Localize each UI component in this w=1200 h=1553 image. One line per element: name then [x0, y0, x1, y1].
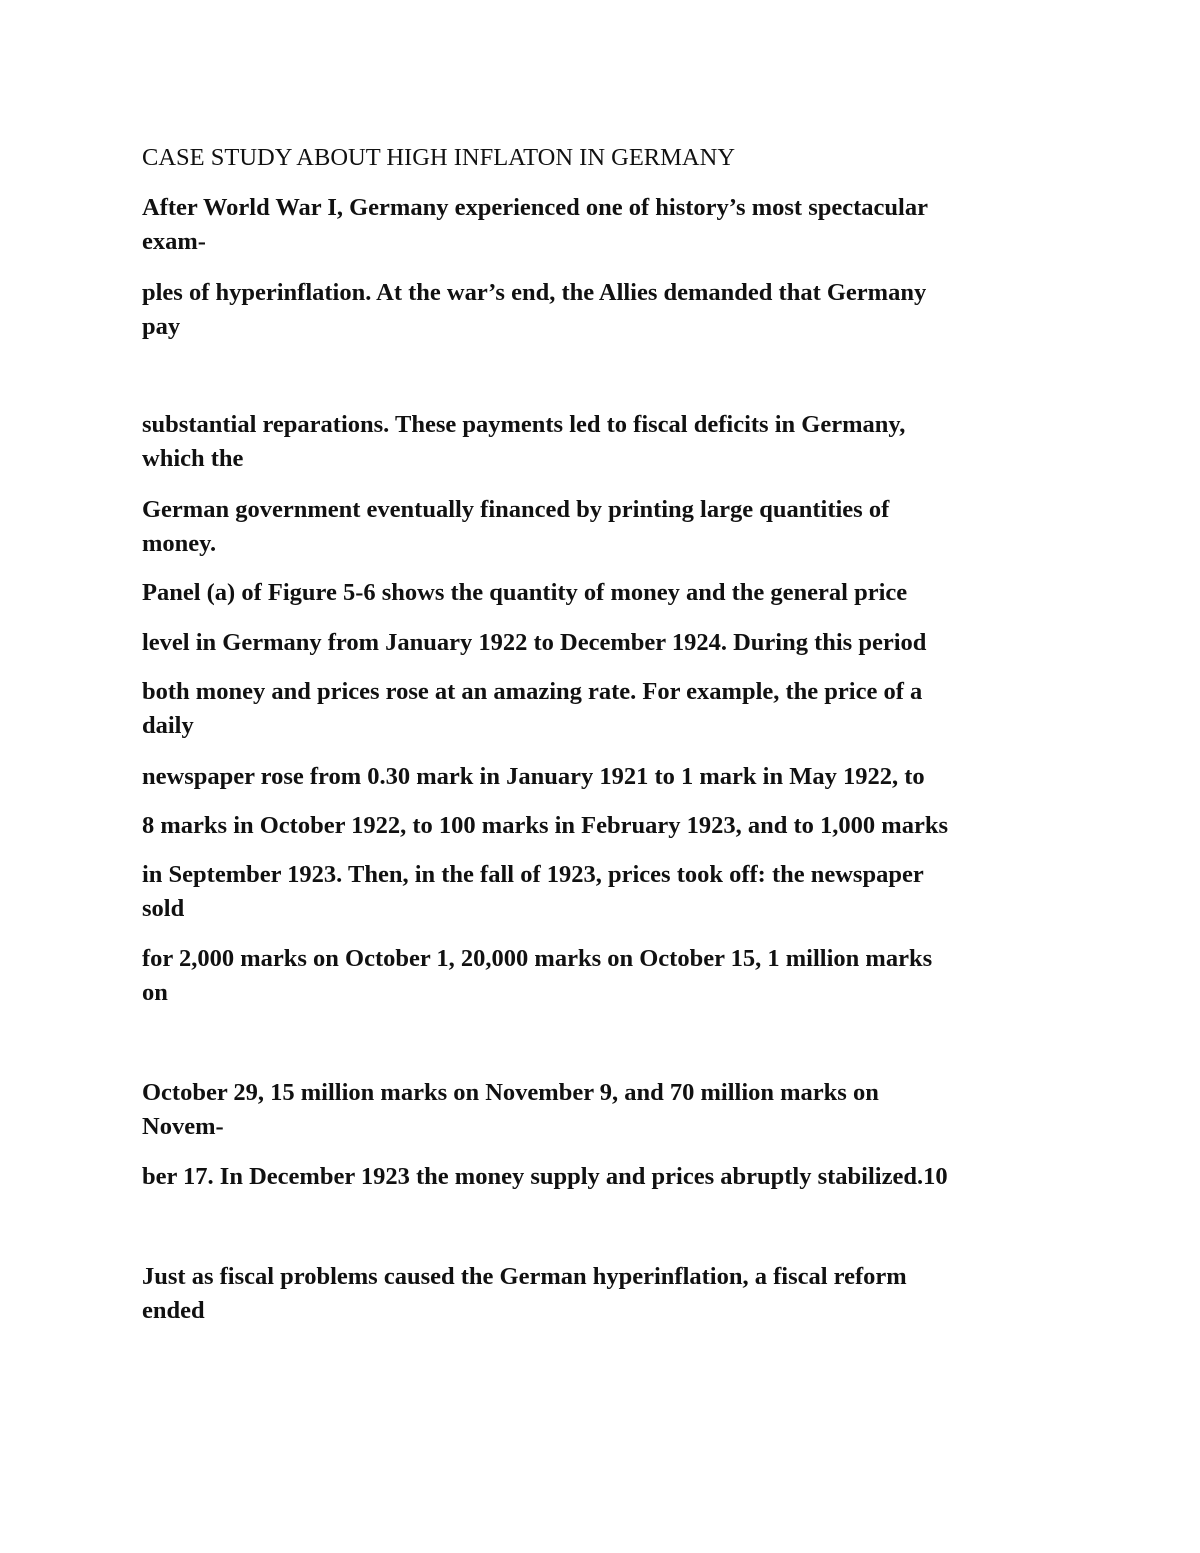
paragraph-line: Novem-	[142, 1113, 224, 1140]
paragraph-4	[142, 493, 1062, 561]
paragraph-line: money.	[142, 530, 217, 557]
paragraph-line: October 29, 15 million marks on November 9, and 70 million marks on	[142, 1079, 879, 1106]
paragraph-line: newspaper rose from 0.30 mark in January 1921 to 1 mark in May 1922, to	[142, 763, 925, 790]
document-title: CASE STUDY ABOUT HIGH INFLATON IN GERMANY	[142, 144, 736, 171]
paragraph-line: daily	[142, 712, 194, 739]
paragraph-line: both money and prices rose at an amazing rate. For example, the price of a	[142, 678, 923, 705]
paragraph-12	[142, 1076, 1062, 1144]
paragraph-1	[142, 191, 1062, 259]
paragraph-line: pay	[142, 313, 181, 340]
paragraph-2	[142, 276, 1062, 344]
paragraph-line: 8 marks in October 1922, to 100 marks in February 1923, and to 1,000 marks	[142, 812, 948, 839]
paragraph-line: level in Germany from January 1922 to December 1924. During this period	[142, 629, 927, 656]
paragraph-6	[142, 626, 1062, 660]
paragraph-line: exam-	[142, 228, 206, 255]
paragraph-line: ples of hyperinflation. At the war’s end, the Allies demanded that Germany	[142, 279, 927, 306]
paragraph-line: on	[142, 979, 168, 1006]
paragraph-8	[142, 760, 1062, 794]
paragraph-line: which the	[142, 445, 244, 472]
paragraph-5	[142, 576, 1062, 610]
paragraph-line: substantial reparations. These payments led to fiscal deficits in Germany,	[142, 411, 906, 438]
paragraph-line: ended	[142, 1297, 205, 1324]
paragraph-line: Just as fiscal problems caused the German hyperinflation, a fiscal reform	[142, 1263, 907, 1290]
paragraph-line: After World War I, Germany experienced one of history’s most spectacular	[142, 194, 928, 221]
paragraph-9	[142, 809, 1062, 843]
paragraph-14	[142, 1260, 1062, 1328]
paragraph-line: in September 1923. Then, in the fall of 1923, prices took off: the newspaper	[142, 861, 924, 888]
paragraph-10	[142, 858, 1062, 926]
paragraph-line: Panel (a) of Figure 5-6 shows the quantity of money and the general price	[142, 579, 908, 606]
paragraph-line: German government eventually financed by printing large quantities of	[142, 496, 890, 523]
paragraph-line: for 2,000 marks on October 1, 20,000 marks on October 15, 1 million marks	[142, 945, 933, 972]
paragraph-13	[142, 1160, 1062, 1194]
paragraph-11	[142, 942, 1062, 1010]
paragraph-line: sold	[142, 895, 185, 922]
paragraph-7	[142, 675, 1062, 743]
paragraph-3	[142, 408, 1062, 476]
paragraph-line: ber 17. In December 1923 the money supply and prices abruptly stabilized.10	[142, 1163, 948, 1190]
